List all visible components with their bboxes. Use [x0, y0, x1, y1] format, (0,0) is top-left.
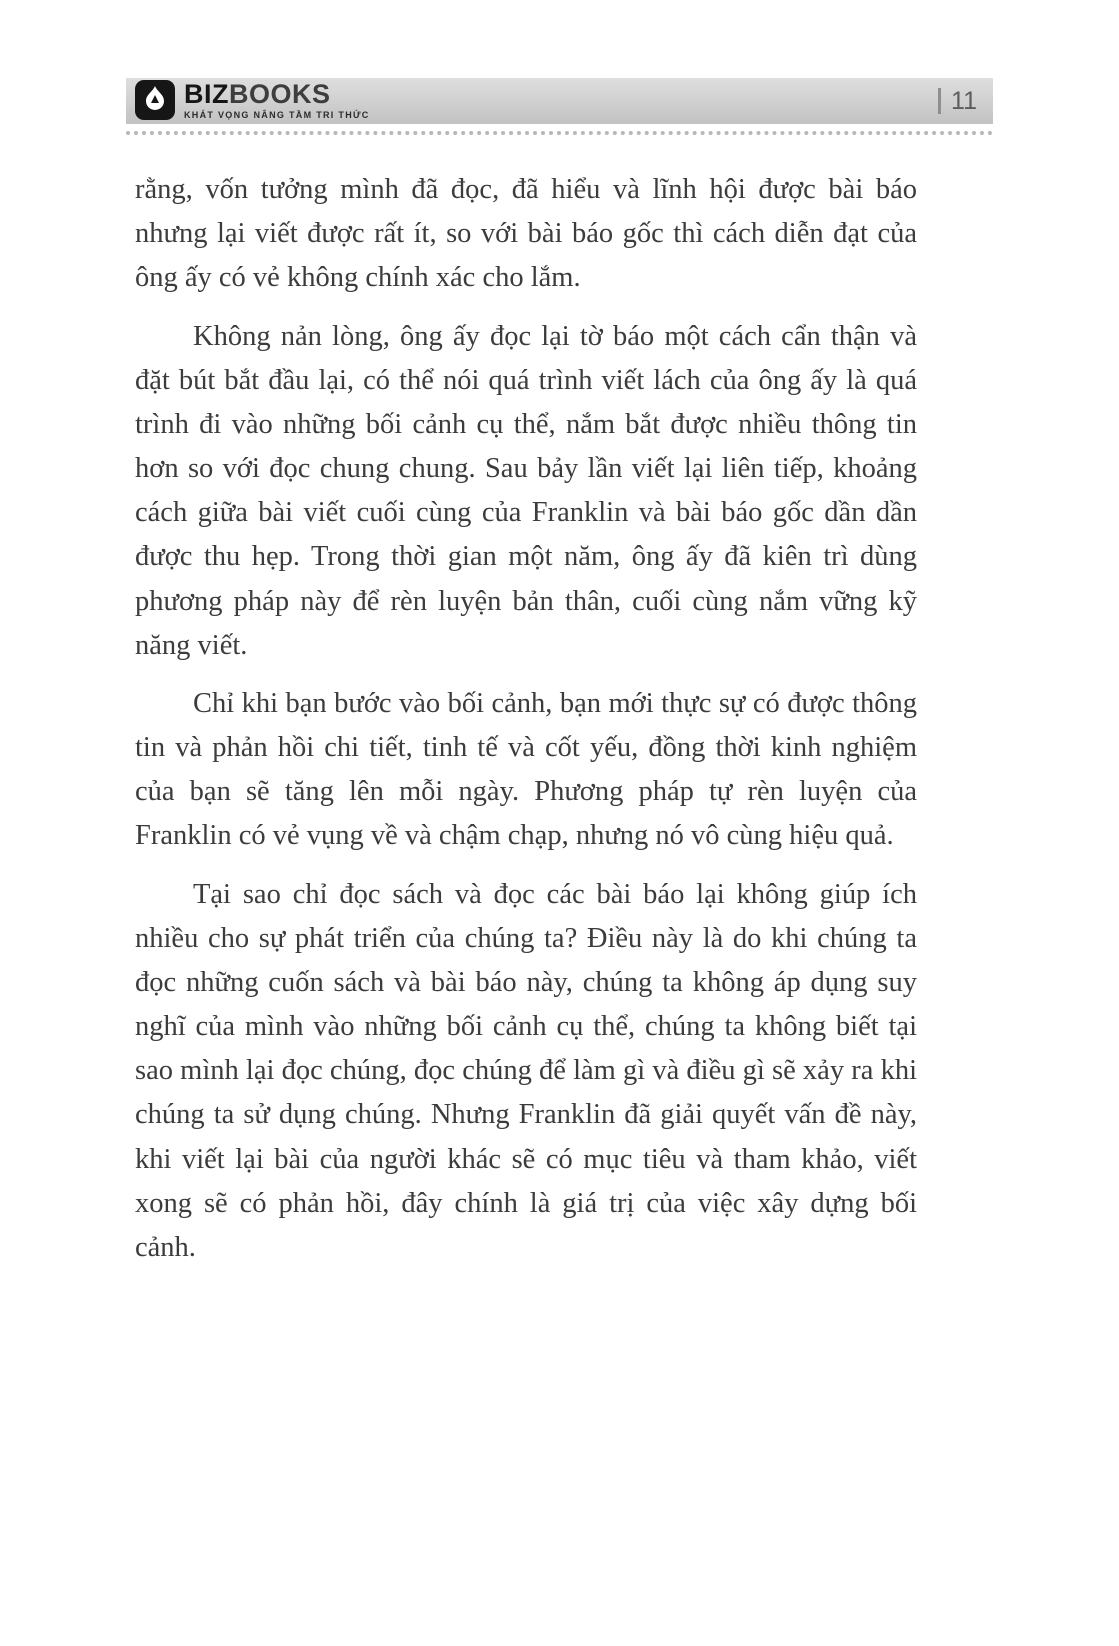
page-number-value: 11: [951, 86, 977, 115]
brand-name: [184, 78, 370, 109]
perforation-line: [126, 131, 993, 135]
brand-books: BOOKS: [229, 78, 331, 109]
paragraph: rằng, vốn tưởng mình đã đọc, đã hiểu và lĩnh hội được bài báo nhưng lại viết được rất ít, so với bài báo gốc thì cách diễn đạt của ông ấy có vẻ không chính xác cho lắm.: [135, 174, 917, 294]
logo-text: [184, 78, 370, 120]
brand-biz: BIZ: [184, 78, 229, 109]
page-number: [938, 87, 977, 116]
page-content: [135, 168, 917, 1284]
page-number-divider: [938, 88, 941, 114]
bizbooks-logo: [134, 79, 370, 121]
brand-tagline: KHÁT VỌNG NÂNG TẦM TRI THỨC: [184, 109, 370, 120]
paragraph: Tại sao chỉ đọc sách và đọc các bài báo lại không giúp ích nhiều cho sự phát triển của chúng ta? Điều này là do khi chúng ta đọc những cuốn sách và bài báo này, chúng ta không áp dụng suy nghĩ của mình vào những bối cảnh cụ thể, chúng ta không biết tại sao mình lại đọc chúng, đọc chúng để làm gì và điều gì sẽ xảy ra khi chúng ta sử dụng chúng. Nhưng Franklin đã giải quyết vấn đề này, khi viết lại bài của người khác sẽ có mục tiêu và tham khảo, viết xong sẽ có phản hồi, đây chính là giá trị của việc xây dựng bối cảnh.: [135, 878, 917, 1263]
page-header: [126, 78, 993, 135]
bizbooks-logo-icon: [134, 79, 176, 121]
header-bar: [126, 78, 993, 124]
paragraph: Chỉ khi bạn bước vào bối cảnh, bạn mới thực sự có được thông tin và phản hồi chi tiết, tinh tế và cốt yếu, đồng thời kinh nghiệm của bạn sẽ tăng lên mỗi ngày. Phương pháp tự rèn luyện của Franklin có vẻ vụng về và chậm chạp, nhưng nó vô cùng hiệu quả.: [135, 687, 917, 852]
paragraph: Không nản lòng, ông ấy đọc lại tờ báo một cách cẩn thận và đặt bút bắt đầu lại, có thể nói quá trình viết lách của ông ấy là quá trình đi vào những bối cảnh cụ thể, nắm bắt được nhiều thông tin hơn so với đọc chung chung. Sau bảy lần viết lại liên tiếp, khoảng cách giữa bài viết cuối cùng của Franklin và bài báo gốc dần dần được thu hẹp. Trong thời gian một năm, ông ấy đã kiên trì dùng phương pháp này để rèn luyện bản thân, cuối cùng nắm vững kỹ năng viết.: [135, 320, 917, 661]
